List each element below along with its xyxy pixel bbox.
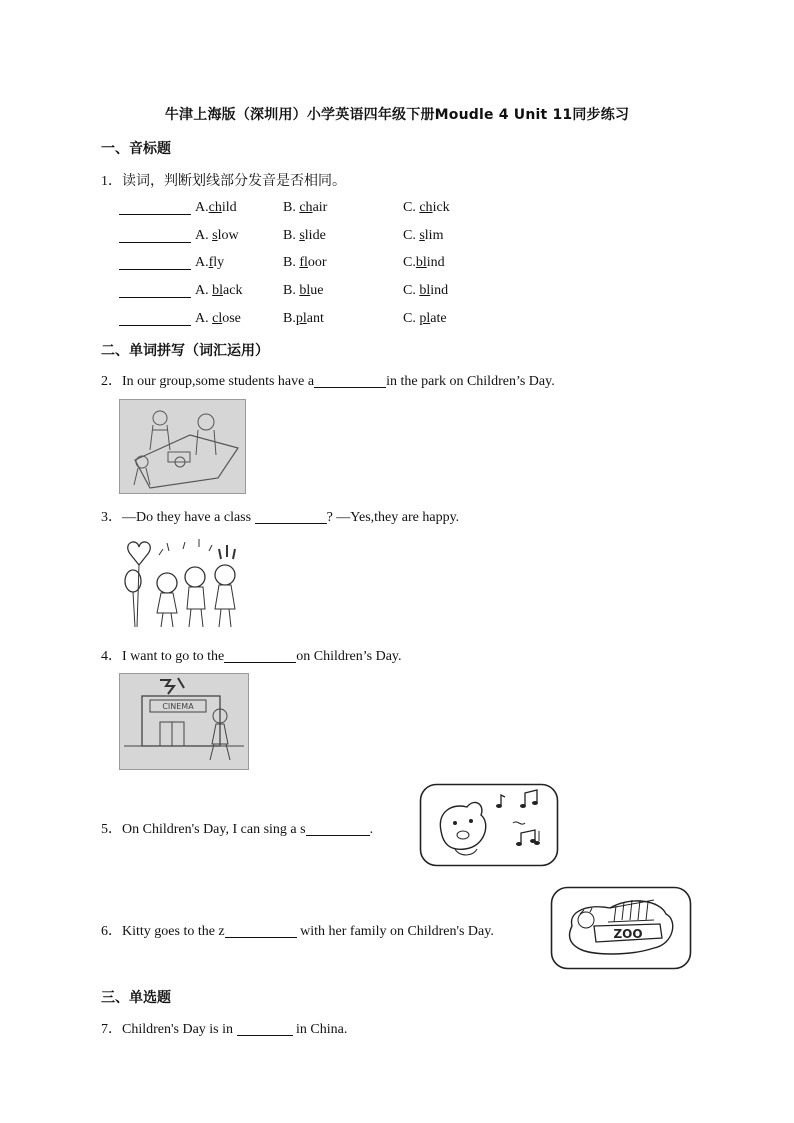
- singing-picture: [419, 783, 559, 867]
- underlined-letters: ch: [419, 200, 433, 215]
- option-letter: C.: [403, 228, 420, 243]
- option-a: [195, 255, 224, 271]
- option-b: [283, 311, 324, 327]
- option-c: [403, 311, 447, 327]
- option-b: [283, 228, 326, 244]
- answer-blank[interactable]: [237, 1021, 293, 1036]
- option-letter: A.: [195, 255, 209, 270]
- answer-blank[interactable]: [306, 821, 370, 836]
- word-remainder: ue: [310, 283, 324, 298]
- question-number: 5．: [101, 822, 122, 837]
- question-text: Children's Day is in: [122, 1022, 237, 1037]
- section-heading-single-choice: 三、单选题: [101, 990, 171, 1006]
- option-b: [283, 200, 327, 216]
- answer-blank[interactable]: [224, 648, 296, 663]
- phonics-row: [119, 228, 539, 246]
- answer-blank[interactable]: [119, 228, 191, 243]
- option-letter: B.: [283, 228, 300, 243]
- cinema-sign-text: CINEMA: [162, 702, 194, 711]
- underlined-letters: ch: [208, 200, 222, 215]
- answer-blank[interactable]: [225, 923, 297, 938]
- option-c: [403, 228, 443, 244]
- word-remainder: low: [217, 228, 239, 243]
- question-text: In our group,some students have a: [122, 374, 315, 389]
- option-letter: B.: [283, 311, 296, 326]
- section-heading-phonics: 一、音标题: [101, 141, 171, 157]
- cinema-picture: [119, 673, 249, 770]
- option-a: [195, 283, 242, 299]
- underlined-letters: s: [419, 228, 425, 243]
- underlined-letters: cl: [212, 311, 223, 326]
- underlined-letters: s: [299, 228, 305, 243]
- word-remainder: lim: [424, 228, 444, 243]
- picnic-picture: [119, 399, 246, 494]
- question-text: Kitty goes to the z: [122, 924, 225, 939]
- underlined-letters: bl: [299, 283, 311, 298]
- word-remainder: ild: [221, 200, 237, 215]
- question-number: 7．: [101, 1022, 122, 1037]
- option-letter: C.: [403, 311, 420, 326]
- word-remainder: ick: [432, 200, 450, 215]
- option-letter: A.: [195, 283, 213, 298]
- answer-blank[interactable]: [255, 509, 327, 524]
- question-number: 2．: [101, 374, 122, 389]
- underlined-letters: bl: [212, 283, 224, 298]
- question-number: 3．: [101, 510, 122, 525]
- answer-blank[interactable]: [119, 311, 191, 326]
- question-number: 1．: [101, 174, 122, 189]
- option-letter: C.: [403, 255, 416, 270]
- section-heading-spelling: 二、单词拼写（词汇运用）: [101, 343, 269, 359]
- page-title: 牛津上海版（深圳用）小学英语四年级下册Moudle 4 Unit 11同步练习: [164, 107, 630, 123]
- question-text: I want to go to the: [122, 649, 225, 664]
- answer-blank[interactable]: [314, 373, 386, 388]
- question-text: 读词，判断划线部分发音是否相同。: [122, 173, 346, 189]
- question-4: [101, 645, 402, 665]
- question-number: 6．: [101, 924, 122, 939]
- word-remainder: lide: [304, 228, 326, 243]
- option-letter: C.: [403, 200, 420, 215]
- question-text: with her family on Children's Day.: [296, 924, 494, 939]
- word-remainder: ose: [222, 311, 241, 326]
- phonics-row: [119, 283, 539, 301]
- underlined-letters: bl: [415, 255, 427, 270]
- question-text: —Do they have a class: [122, 510, 255, 525]
- option-a: [195, 311, 241, 327]
- party-children-picture: [119, 535, 244, 631]
- option-letter: A.: [195, 200, 209, 215]
- underlined-letters: fl: [299, 255, 308, 270]
- question-text: in China.: [292, 1022, 348, 1037]
- answer-blank[interactable]: [119, 283, 191, 298]
- question-1: [101, 170, 346, 190]
- underlined-letters: ch: [299, 200, 313, 215]
- phonics-row: [119, 200, 539, 218]
- underlined-letters: pl: [419, 311, 431, 326]
- word-remainder: ant: [306, 311, 324, 326]
- phonics-row: [119, 311, 539, 329]
- underlined-letters: f: [208, 255, 214, 270]
- option-b: [283, 255, 327, 271]
- option-letter: A.: [195, 228, 213, 243]
- underlined-letters: pl: [295, 311, 307, 326]
- question-number: 4．: [101, 649, 122, 664]
- question-text: ? —Yes,they are happy.: [326, 510, 460, 525]
- zoo-picture: [550, 886, 692, 970]
- option-b: [283, 283, 323, 299]
- question-6: [101, 920, 494, 940]
- question-text: on Children’s Day.: [296, 649, 402, 664]
- phonics-row: [119, 255, 539, 273]
- option-letter: A.: [195, 311, 213, 326]
- option-letter: B.: [283, 200, 300, 215]
- word-remainder: ind: [430, 283, 449, 298]
- zoo-sign-text: ZOO: [613, 927, 643, 941]
- word-remainder: oor: [307, 255, 327, 270]
- question-5: [101, 818, 373, 838]
- question-text: .: [369, 822, 374, 837]
- word-remainder: ate: [430, 311, 447, 326]
- option-a: [195, 228, 239, 244]
- underlined-letters: s: [212, 228, 218, 243]
- underlined-letters: bl: [419, 283, 431, 298]
- word-remainder: ack: [223, 283, 243, 298]
- option-a: [195, 200, 237, 216]
- question-7: [101, 1018, 347, 1038]
- answer-blank[interactable]: [119, 200, 191, 215]
- option-c: [403, 283, 448, 299]
- word-remainder: ly: [213, 255, 225, 270]
- option-c: [403, 200, 450, 216]
- question-3: [101, 506, 459, 526]
- question-text: in the park on Children’s Day.: [386, 374, 555, 389]
- word-remainder: ind: [426, 255, 445, 270]
- option-letter: B.: [283, 255, 300, 270]
- word-remainder: air: [312, 200, 328, 215]
- option-letter: C.: [403, 283, 420, 298]
- option-letter: B.: [283, 283, 300, 298]
- question-text: On Children's Day, I can sing a s: [122, 822, 306, 837]
- question-2: [101, 370, 555, 390]
- answer-blank[interactable]: [119, 255, 191, 270]
- option-c: [403, 255, 445, 271]
